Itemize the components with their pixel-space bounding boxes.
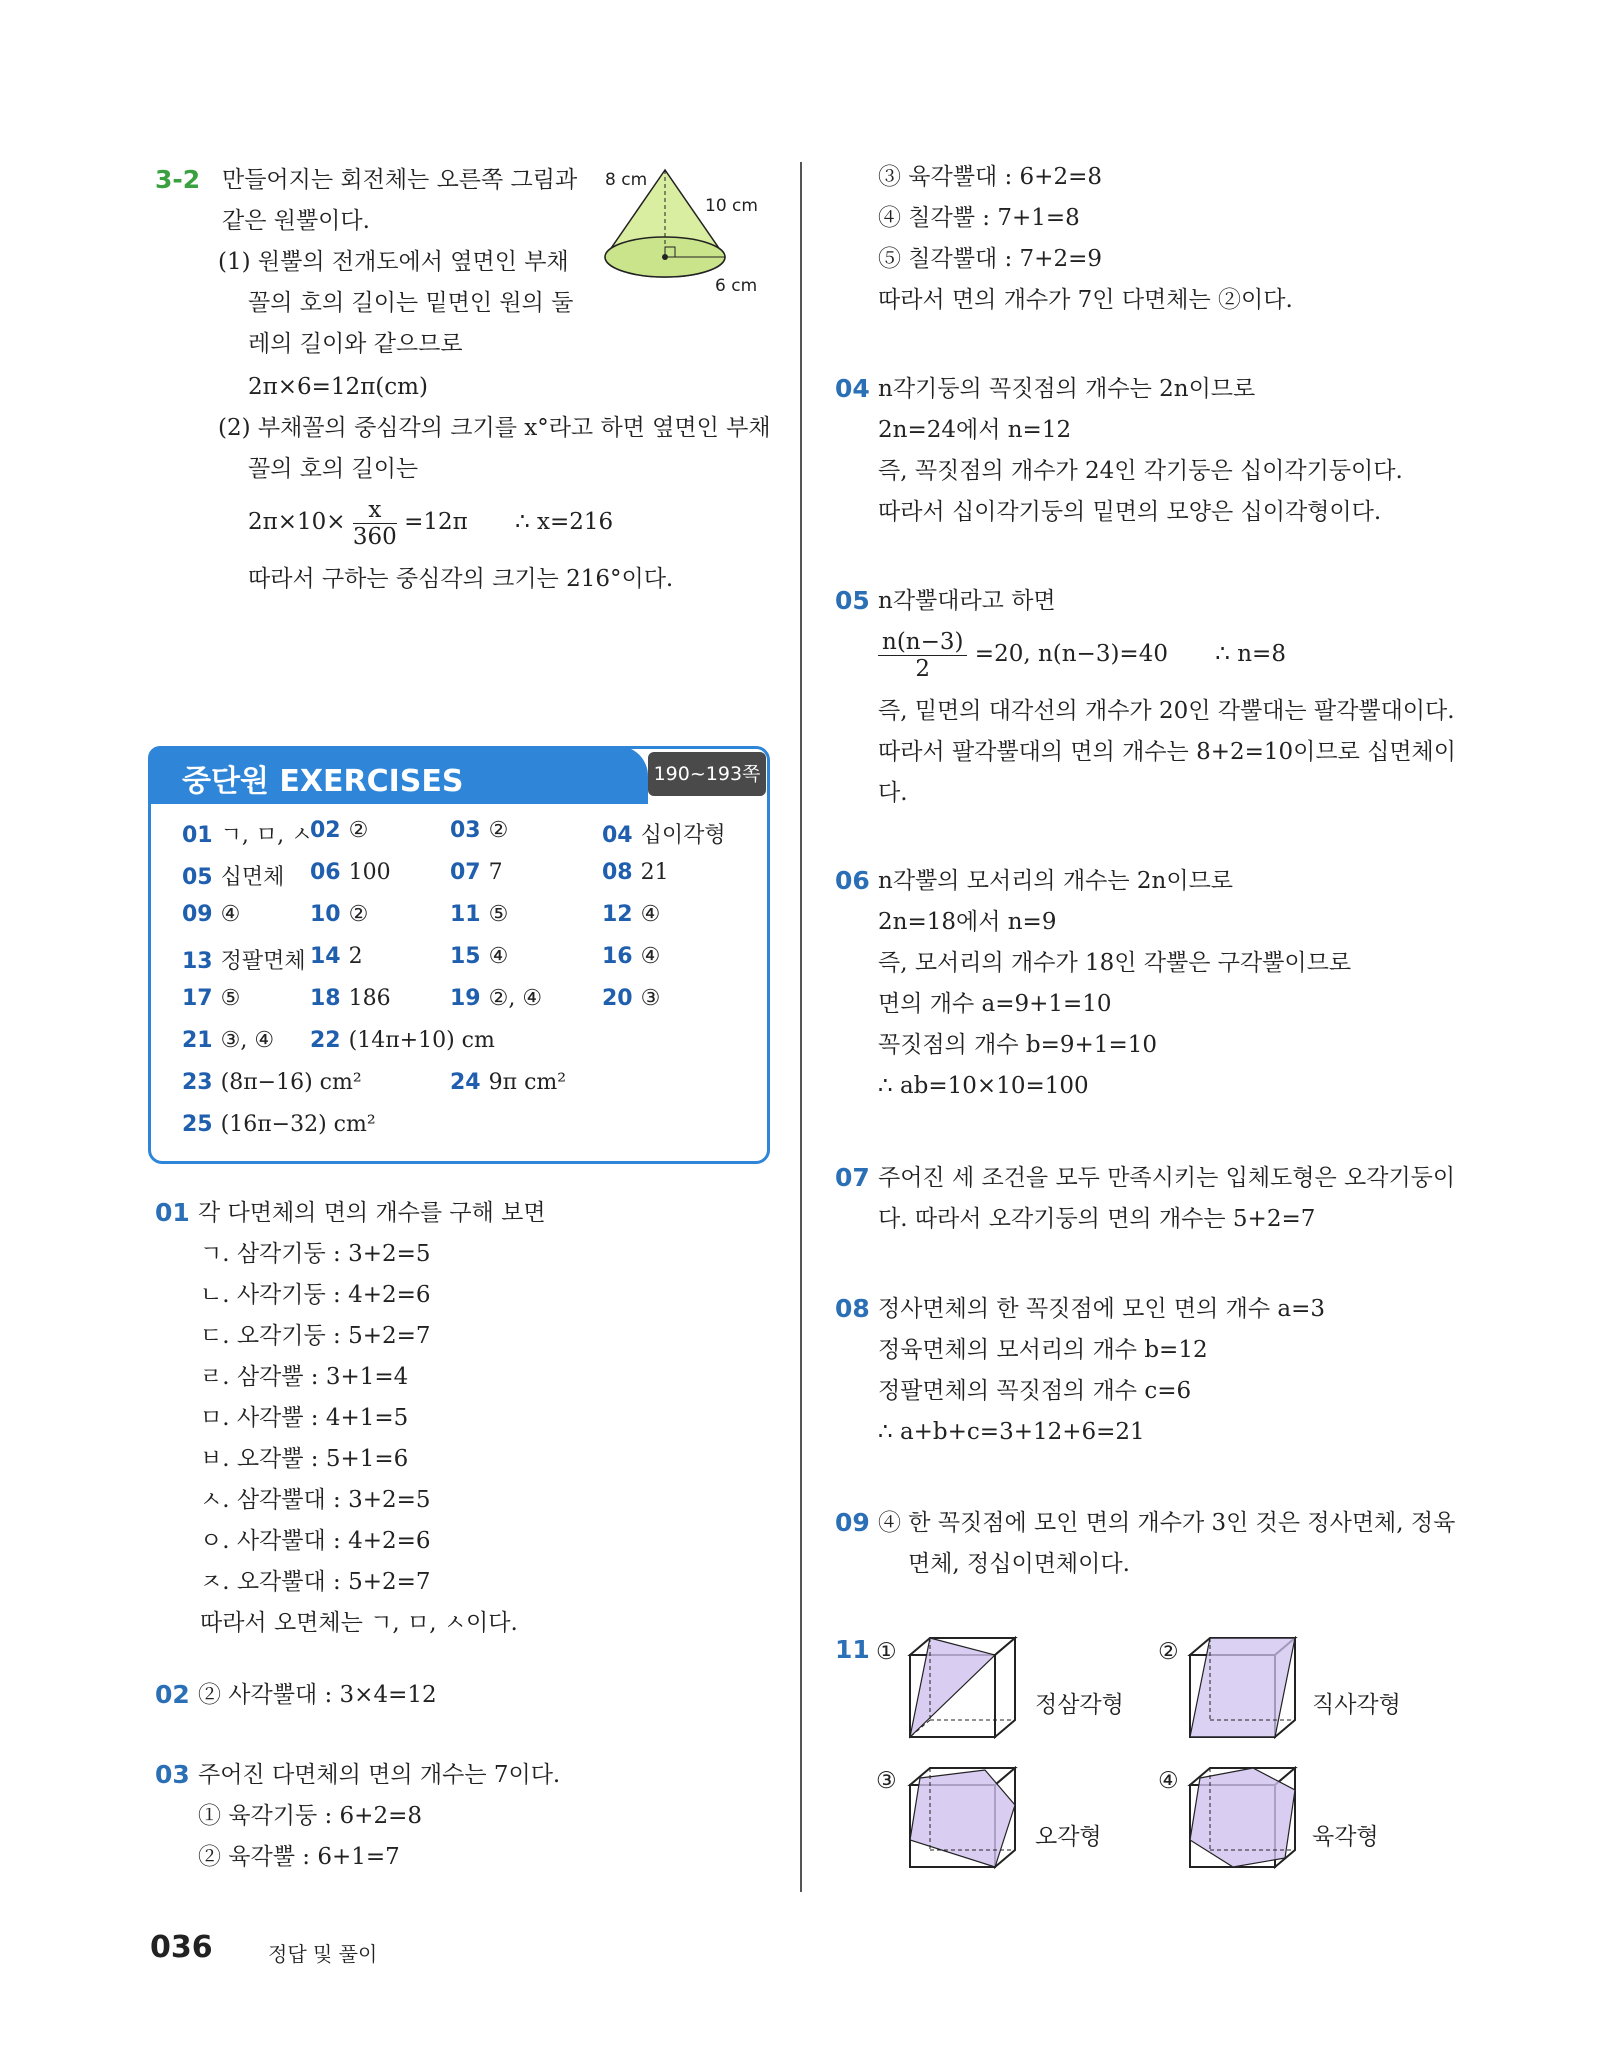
exercise-number: 08 [602,860,633,885]
section-label: 직사각형 [1312,1692,1401,1718]
exercise-number: 23 [182,1070,213,1095]
text-line: 주어진 다면체의 면의 개수는 7이다. [198,1762,561,1788]
exercise-number: 07 [450,860,481,885]
exercise-value: 186 [348,986,391,1011]
cone-height-label: 10 cm [705,196,758,216]
exercise-number: 21 [182,1028,213,1053]
exercise-number: 16 [602,944,633,969]
exercises-title: 중단원 EXERCISES [182,764,464,799]
text-line: 정사면체의 한 꼭짓점에 모인 면의 개수 a=3 [878,1296,1325,1322]
exercise-answer [182,1028,274,1053]
cube-section-equilateral-triangle [905,1630,1025,1745]
formula-result: ∴ n=8 [1215,641,1286,667]
text-line: (2) 부채꼴의 중심각의 크기를 x°라고 하면 옆면인 부채 [218,415,771,441]
section-label: 오각형 [1035,1824,1102,1850]
exercise-answer [310,1028,495,1053]
exercise-answer [450,818,508,843]
item-mark: ③ [876,1768,897,1794]
exercise-answer [450,902,508,927]
exercise-answer [182,1070,362,1095]
exercise-answer [310,818,368,843]
exercise-number: 03 [450,818,481,843]
text-line: ∴ ab=10×10=100 [878,1073,1089,1099]
exercise-number: 11 [450,902,481,927]
exercise-answer [310,902,368,927]
exercise-number: 18 [310,986,341,1011]
fraction-numerator: x [353,497,397,524]
exercise-number: 09 [182,902,213,927]
exercise-value: ④ [488,944,509,969]
problem-number: 3-2 [155,165,201,194]
exercise-number: 06 [310,860,341,885]
exercise-number: 24 [450,1070,481,1095]
cube-section-rectangle [1185,1630,1305,1745]
exercise-value: ④ [640,944,661,969]
column-divider [800,162,802,1892]
text-line: 꼭짓점의 개수 b=9+1=10 [878,1032,1158,1058]
exercise-number: 04 [602,823,633,848]
exercise-answer [182,860,284,891]
exercise-answer [310,986,391,1011]
fraction-denominator: 2 [915,655,931,682]
exercise-value: 9π cm² [488,1070,567,1095]
cube-section-pentagon [905,1760,1025,1875]
problem-number: 02 [155,1680,190,1709]
exercise-answer [182,944,306,975]
exercise-answer [602,818,726,849]
text-line: 같은 원뿔이다. [222,208,370,234]
cube-section-hexagon [1185,1760,1305,1875]
item-mark: ④ [1158,1768,1179,1794]
text-line: ㄷ. 오각기둥 : 5+2=7 [200,1323,431,1349]
exercise-answer [310,860,391,885]
text-line: ② 육각뿔 : 6+1=7 [198,1844,400,1870]
exercise-value: ㄱ, ㅁ, ㅅ [220,823,313,848]
text-line: n각기둥의 꼭짓점의 개수는 2n이므로 [878,376,1256,402]
text-line: 각 다면체의 면의 개수를 구해 보면 [198,1200,546,1226]
exercise-number: 01 [182,823,213,848]
problem-number: 05 [835,586,870,615]
exercise-value: 십이각형 [640,823,726,848]
text-line: ① 육각기둥 : 6+2=8 [198,1803,422,1829]
formula-line [248,494,613,550]
exercise-value: 100 [348,860,391,885]
problem-number: 09 [835,1508,870,1537]
item-mark: ② [1158,1639,1179,1665]
exercise-value: 십면체 [220,865,285,890]
text-line: 따라서 팔각뿔대의 면의 개수는 8+2=10이므로 십면체이 [878,739,1456,765]
text-line: 꼴의 호의 길이는 [248,456,419,482]
text-line: 즉, 꼭짓점의 개수가 24인 각기둥은 십이각기둥이다. [878,458,1403,484]
exercise-number: 17 [182,986,213,1011]
text-line: 따라서 구하는 중심각의 크기는 216°이다. [248,566,674,592]
text-line: ㅈ. 오각뿔대 : 5+2=7 [200,1569,431,1595]
exercise-answer [450,986,542,1011]
text-line: ㅂ. 오각뿔 : 5+1=6 [200,1446,409,1472]
exercise-number: 20 [602,986,633,1011]
exercise-value: 2 [348,944,363,969]
text-line: 만들어지는 회전체는 오른쪽 그림과 [222,167,578,193]
text-line: 정육면체의 모서리의 개수 b=12 [878,1337,1208,1363]
exercise-value: ⑤ [220,986,241,1011]
exercise-value: ② [488,818,509,843]
formula: 2π×6=12π(cm) [248,374,428,400]
exercises-pages-badge: 190~193쪽 [648,752,766,796]
exercise-value: 정팔면체 [220,949,306,974]
exercise-value: ②, ④ [488,986,543,1011]
text-line: 2n=24에서 n=12 [878,417,1072,443]
problem-number: 03 [155,1760,190,1789]
formula-part: =20, n(n−3)=40 [974,641,1168,667]
exercise-number: 12 [602,902,633,927]
formula-part: 2π×10× [248,509,346,535]
exercise-answer [602,902,660,927]
formula-line [878,626,1286,682]
text-line: ③ 육각뿔대 : 6+2=8 [878,164,1102,190]
item-mark: ① [876,1639,897,1665]
text-line: ㄱ. 삼각기둥 : 3+2=5 [200,1241,431,1267]
text-line: ㅅ. 삼각뿔대 : 3+2=5 [200,1487,431,1513]
fraction [878,629,967,682]
exercise-answer [602,986,660,1011]
text-line: 2n=18에서 n=9 [878,909,1057,935]
text-line: 다. 따라서 오각기둥의 면의 개수는 5+2=7 [878,1206,1316,1232]
exercise-number: 14 [310,944,341,969]
section-label: 육각형 [1312,1824,1379,1850]
text-line: ④ 칠각뿔 : 7+1=8 [878,205,1080,231]
text-line: ⑤ 칠각뿔대 : 7+2=9 [878,246,1102,272]
problem-number: 01 [155,1198,190,1227]
formula-result: ∴ x=216 [515,509,614,535]
problem-number: 08 [835,1294,870,1323]
problem-number: 11 [835,1635,870,1664]
exercise-value: (14π+10) cm [348,1028,495,1053]
text-line: 정팔면체의 꼭짓점의 개수 c=6 [878,1378,1192,1404]
fraction-numerator: n(n−3) [878,629,967,656]
text-line: (1) 원뿔의 전개도에서 옆면인 부채 [218,249,569,275]
exercise-answer [450,944,508,969]
exercise-number: 25 [182,1112,213,1137]
text-line: ㅇ. 사각뿔대 : 4+2=6 [200,1528,431,1554]
exercise-value: (16π−32) cm² [220,1112,376,1137]
exercise-value: 7 [488,860,503,885]
page-number: 036 [150,1930,213,1965]
text-line: 꼴의 호의 길이는 밑면인 원의 둘 [248,290,574,316]
text-line: ㄴ. 사각기둥 : 4+2=6 [200,1282,431,1308]
exercise-value: 21 [640,860,669,885]
text-line: ④ 한 꼭짓점에 모인 면의 개수가 3인 것은 정사면체, 정육 [878,1510,1456,1536]
problem-number: 06 [835,866,870,895]
fraction [353,497,397,550]
page-label: 정답 및 풀이 [268,1942,378,1966]
text-line: 따라서 십이각기둥의 밑면의 모양은 십이각형이다. [878,499,1382,525]
text-line: 따라서 오면체는 ㄱ, ㅁ, ㅅ이다. [200,1610,518,1636]
exercise-value: ④ [640,902,661,927]
exercise-answer [450,1070,566,1095]
text-line: n각뿔대라고 하면 [878,588,1056,614]
exercise-number: 02 [310,818,341,843]
text-line: 즉, 모서리의 개수가 18인 각뿔은 구각뿔이므로 [878,950,1352,976]
text-line: 레의 길이와 같으므로 [248,331,463,357]
exercise-value: ④ [220,902,241,927]
exercise-answer [310,944,363,969]
text-line: ② 사각뿔대 : 3×4=12 [198,1682,437,1708]
exercise-value: ③ [640,986,661,1011]
exercise-value: (8π−16) cm² [220,1070,362,1095]
exercise-answer [182,818,312,849]
exercise-answer [602,860,669,885]
text-line: 주어진 세 조건을 모두 만족시키는 입체도형은 오각기둥이 [878,1165,1456,1191]
text-line: ㅁ. 사각뿔 : 4+1=5 [200,1405,409,1431]
exercise-number: 05 [182,865,213,890]
exercise-number: 13 [182,949,213,974]
text-line: ㄹ. 삼각뿔 : 3+1=4 [200,1364,409,1390]
formula-part: =12π [404,509,468,535]
exercise-number: 15 [450,944,481,969]
problem-number: 04 [835,374,870,403]
exercise-number: 22 [310,1028,341,1053]
exercise-value: ② [348,818,369,843]
exercise-value: ② [348,902,369,927]
exercise-value: ⑤ [488,902,509,927]
text-line: ∴ a+b+c=3+12+6=21 [878,1419,1145,1445]
exercise-number: 10 [310,902,341,927]
exercise-answer [450,860,503,885]
exercise-number: 19 [450,986,481,1011]
fraction-denominator: 360 [352,523,397,550]
exercise-answer [602,944,660,969]
text-line: n각뿔의 모서리의 개수는 2n이므로 [878,868,1234,894]
text-line: 따라서 면의 개수가 7인 다면체는 ②이다. [878,287,1293,313]
text-line: 즉, 밑면의 대각선의 개수가 20인 각뿔대는 팔각뿔대이다. [878,698,1455,724]
text-line: 면의 개수 a=9+1=10 [878,991,1112,1017]
exercise-value: ③, ④ [220,1028,275,1053]
exercise-answer [182,902,240,927]
exercise-answer [182,986,240,1011]
section-label: 정삼각형 [1035,1692,1124,1718]
cone-radius-label: 6 cm [715,276,758,296]
text-line: 다. [878,780,908,806]
exercise-answer [182,1112,376,1137]
text-line: 면체, 정십이면체이다. [908,1551,1130,1577]
problem-number: 07 [835,1163,870,1192]
cone-slant-label: 8 cm [605,170,648,190]
